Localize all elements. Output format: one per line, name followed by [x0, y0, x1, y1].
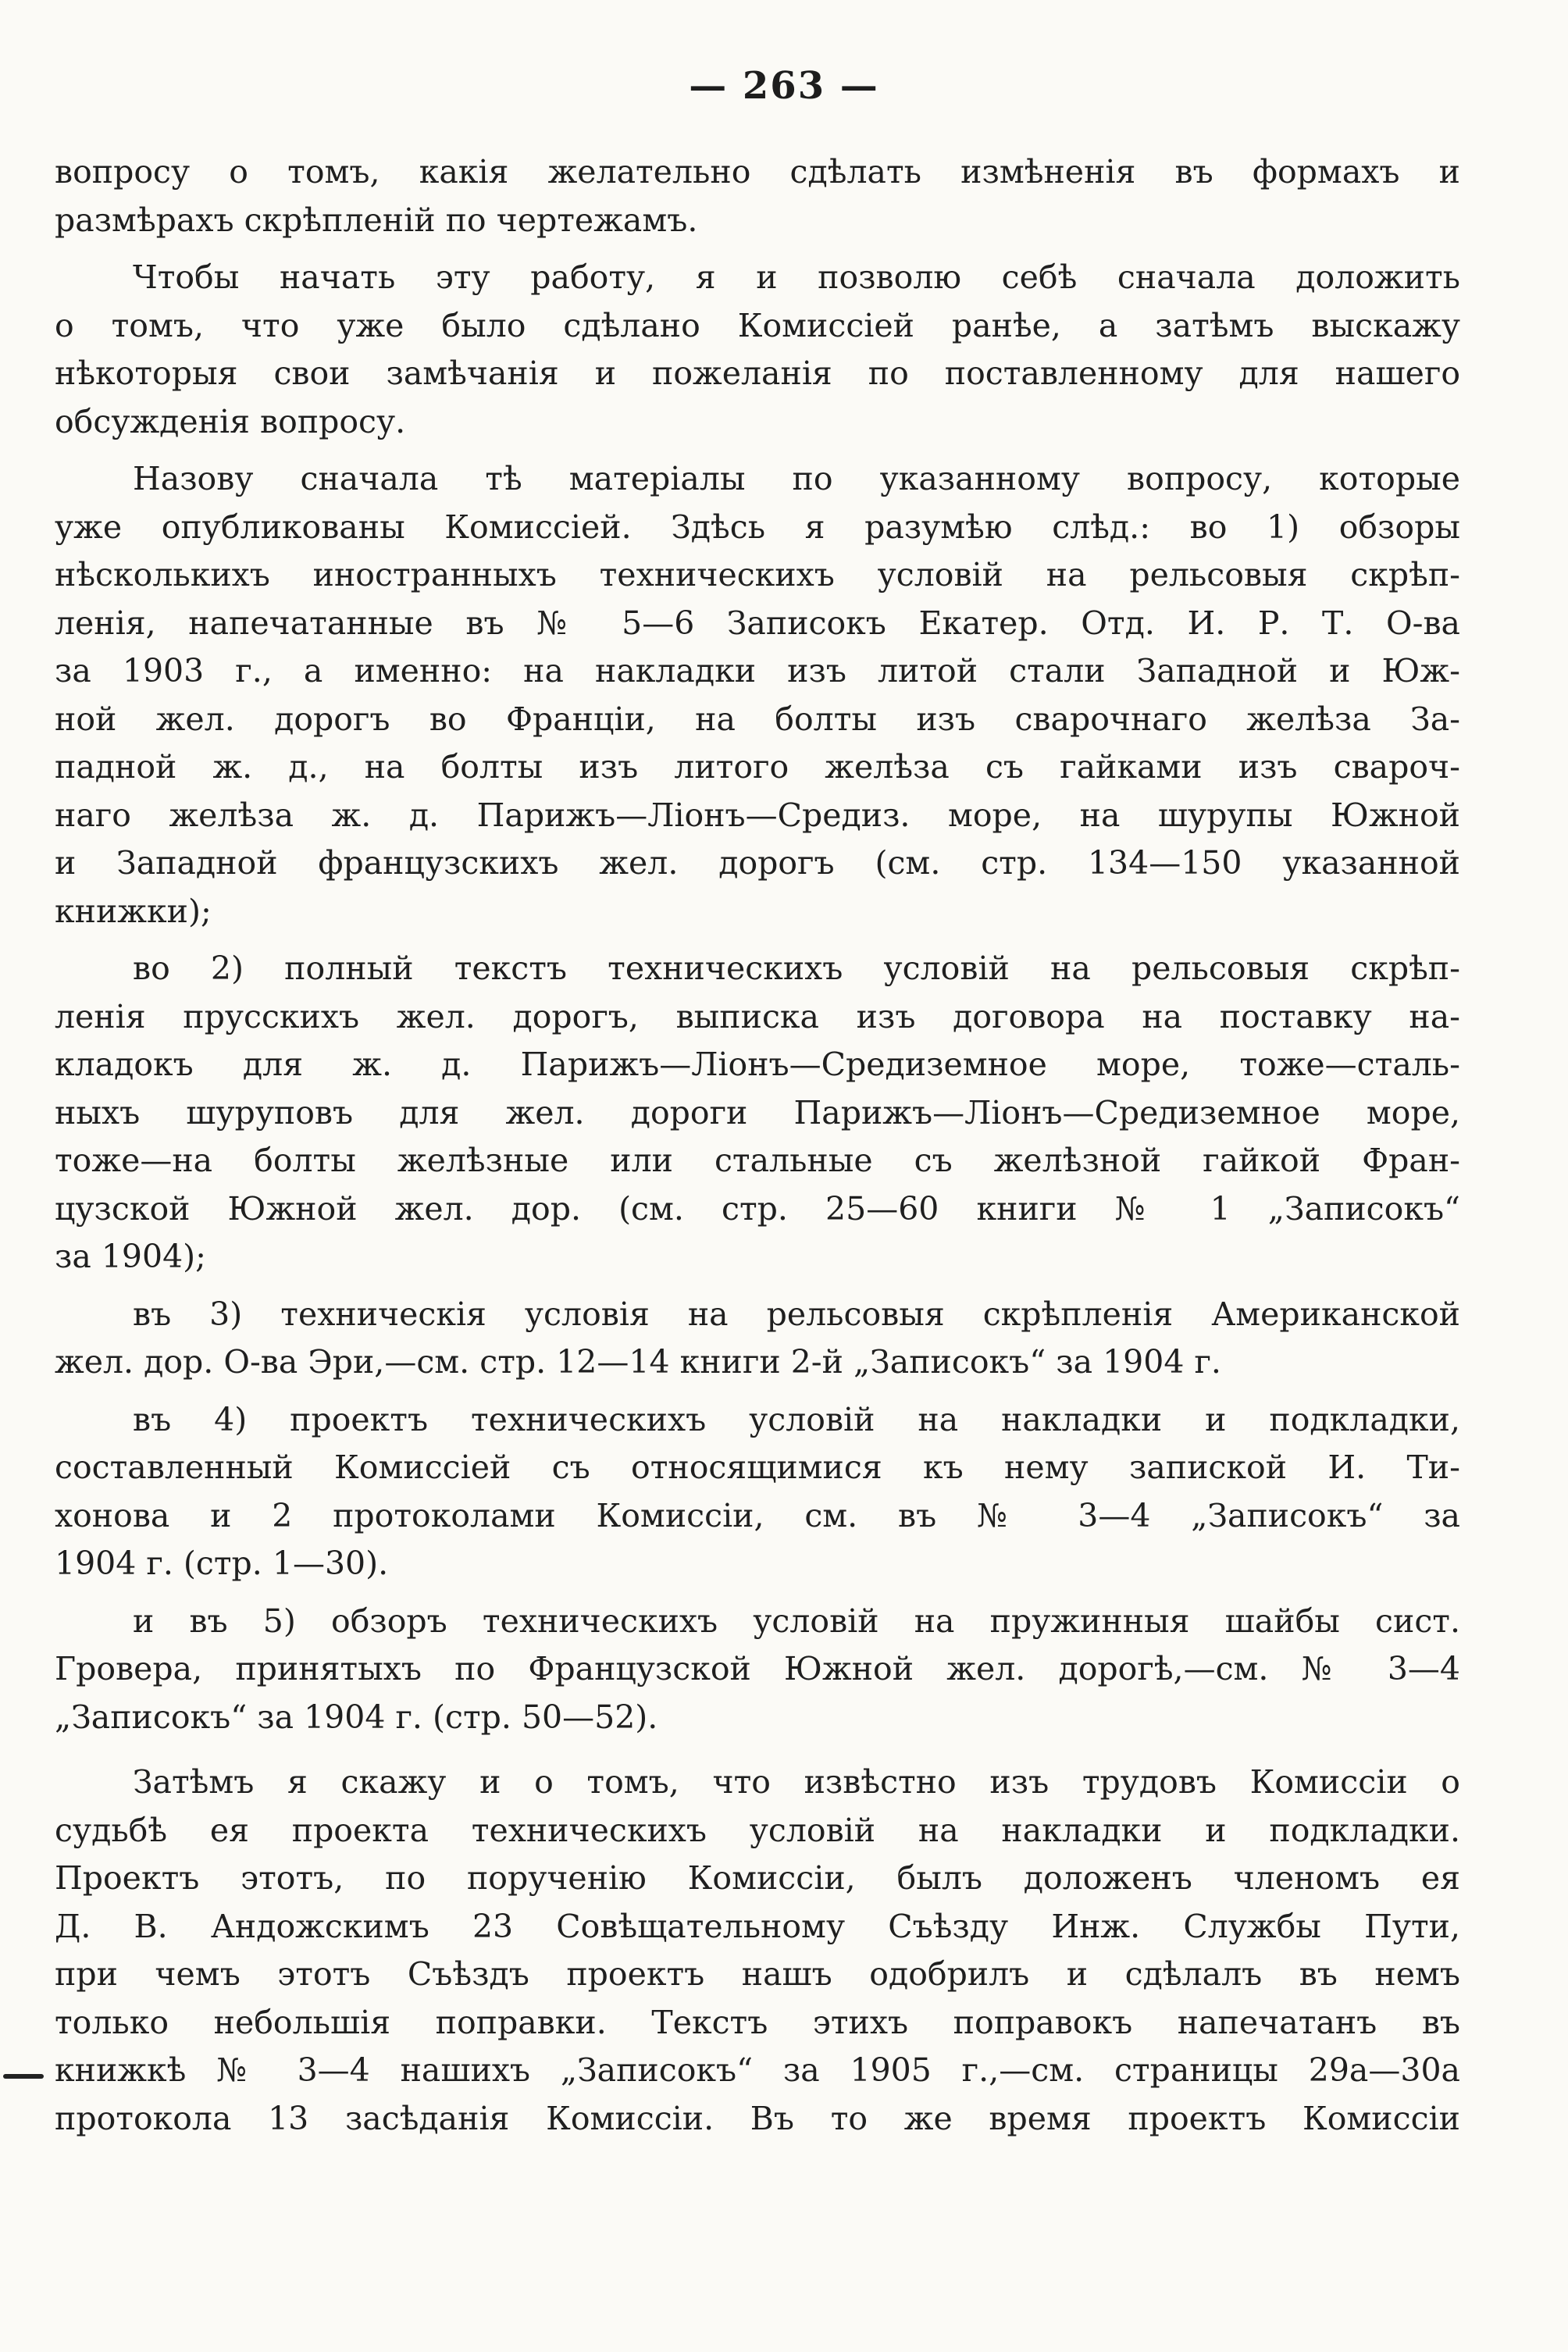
- text-line: цузской Южной жел. дор. (см. стр. 25—60 книги № 1 „Записокъ“: [55, 1189, 1460, 1228]
- text-line: размѣрахъ скрѣпленій по чертежамъ.: [55, 201, 698, 239]
- text-line: во 2) полный текстъ техническихъ условій на рельсовыя скрѣп-: [133, 950, 1460, 987]
- text-line: Чтобы начать эту работу, я и позволю себѣ сначала доложить: [133, 258, 1460, 296]
- text-line: уже опубликованы Комиссіей. Здѣсь я разумѣю слѣд.: во 1) обзоры: [55, 508, 1460, 546]
- text-line: протокола 13 засѣданія Комиссіи. Въ то же время проектъ Комиссіи: [55, 2099, 1460, 2137]
- text-line: при чемъ этотъ Съѣздъ проектъ нашъ одобрилъ и сдѣлалъ въ немъ: [55, 1955, 1460, 1993]
- text-line: книжкѣ № 3—4 нашихъ „Записокъ“ за 1905 г.,—см. страницы 29а—30а: [55, 2051, 1460, 2089]
- text-line: ной жел. дорогъ во Франціи, на болты изъ сварочнаго желѣза За-: [55, 700, 1460, 738]
- paragraph: [55, 1396, 1460, 1588]
- text-line: падной ж. д., на болты изъ литого желѣза съ гайками изъ свароч-: [55, 748, 1460, 786]
- text-line: ленія, напечатанные въ № 5—6 Записокъ Екатер. Отд. И. Р. Т. О-ва: [55, 604, 1460, 642]
- text-line: обсужденія вопросу.: [55, 402, 406, 440]
- paragraph: [55, 1598, 1460, 1742]
- text-line: жел. дор. О-ва Эри,—см. стр. 12—14 книги 2-й „Записокъ“ за 1904 г.: [55, 1343, 1221, 1381]
- text-line: ленія прусскихъ жел. дорогъ, выписка изъ договора на поставку на-: [55, 997, 1460, 1035]
- paragraph: [55, 945, 1460, 1281]
- text-line: „Записокъ“ за 1904 г. (стр. 50—52).: [55, 1698, 658, 1736]
- text-line: наго желѣза ж. д. Парижъ—Ліонъ—Средиз. море, на шурупы Южной: [55, 796, 1460, 834]
- paragraph: [55, 148, 1460, 244]
- margin-mark: [3, 2074, 44, 2079]
- text-line: за 1904);: [55, 1238, 206, 1275]
- text-line: ныхъ шуруповъ для жел. дороги Парижъ—Ліонъ—Средиземное море,: [55, 1093, 1460, 1131]
- text-line: Гровера, принятыхъ по Французской Южной жел. дорогѣ,—см. № 3—4: [55, 1650, 1460, 1687]
- text-line: вопросу о томъ, какія желательно сдѣлать измѣненія въ формахъ и: [55, 153, 1460, 191]
- paragraph: [55, 455, 1460, 935]
- text-line: хонова и 2 протоколами Комиссіи, см. въ № 3—4 „Записокъ“ за: [55, 1496, 1460, 1534]
- text-line: въ 4) проектъ техническихъ условій на накладки и подкладки,: [133, 1400, 1460, 1438]
- paragraph: [55, 254, 1460, 446]
- text-line: составленный Комиссіей съ относящимися къ нему запиской И. Ти-: [55, 1449, 1460, 1486]
- paragraph: [55, 1291, 1460, 1387]
- page-number: — 263 —: [689, 64, 879, 108]
- text-line: и въ 5) обзоръ техническихъ условій на пружинныя шайбы сист.: [133, 1602, 1460, 1640]
- text-line: Д. В. Андожскимъ 23 Совѣщательному Съѣзду Инж. Службы Пути,: [55, 1907, 1460, 1945]
- text-line: 1904 г. (стр. 1—30).: [55, 1545, 389, 1582]
- text-line: и Западной французскихъ жел. дорогъ (см. стр. 134—150 указанной: [55, 844, 1460, 882]
- text-line: о томъ, что уже было сдѣлано Комиссіей ранѣе, а затѣмъ выскажу: [55, 306, 1460, 344]
- paragraph: [55, 1759, 1460, 2143]
- text-line: нѣкоторыя свои замѣчанія и пожеланія по поставленному для нашего: [55, 355, 1460, 392]
- text-line: въ 3) техническія условія на рельсовыя скрѣпленія Американской: [133, 1295, 1460, 1333]
- text-line: нѣсколькихъ иностранныхъ техническихъ условій на рельсовыя скрѣп-: [55, 556, 1460, 593]
- text-line: кладокъ для ж. д. Парижъ—Ліонъ—Средиземное море, тоже—сталь-: [55, 1046, 1460, 1083]
- text-line: судьбѣ ея проекта техническихъ условій на накладки и подкладки.: [55, 1811, 1460, 1849]
- text-line: за 1903 г., а именно: на накладки изъ литой стали Западной и Юж-: [55, 652, 1460, 690]
- text-line: Назову сначала тѣ матеріалы по указанному вопросу, которые: [133, 460, 1460, 497]
- text-line: только небольшія поправки. Текстъ этихъ поправокъ напечатанъ въ: [55, 2003, 1460, 2041]
- text-line: книжки);: [55, 892, 212, 930]
- text-line: тоже—на болты желѣзные или стальные съ желѣзной гайкой Фран-: [55, 1142, 1460, 1179]
- text-line: Проектъ этотъ, по порученію Комиссіи, былъ доложенъ членомъ ея: [55, 1859, 1460, 1897]
- text-line: Затѣмъ я скажу и о томъ, что извѣстно изъ трудовъ Комиссіи о: [133, 1763, 1460, 1801]
- body-text: [55, 148, 1460, 2143]
